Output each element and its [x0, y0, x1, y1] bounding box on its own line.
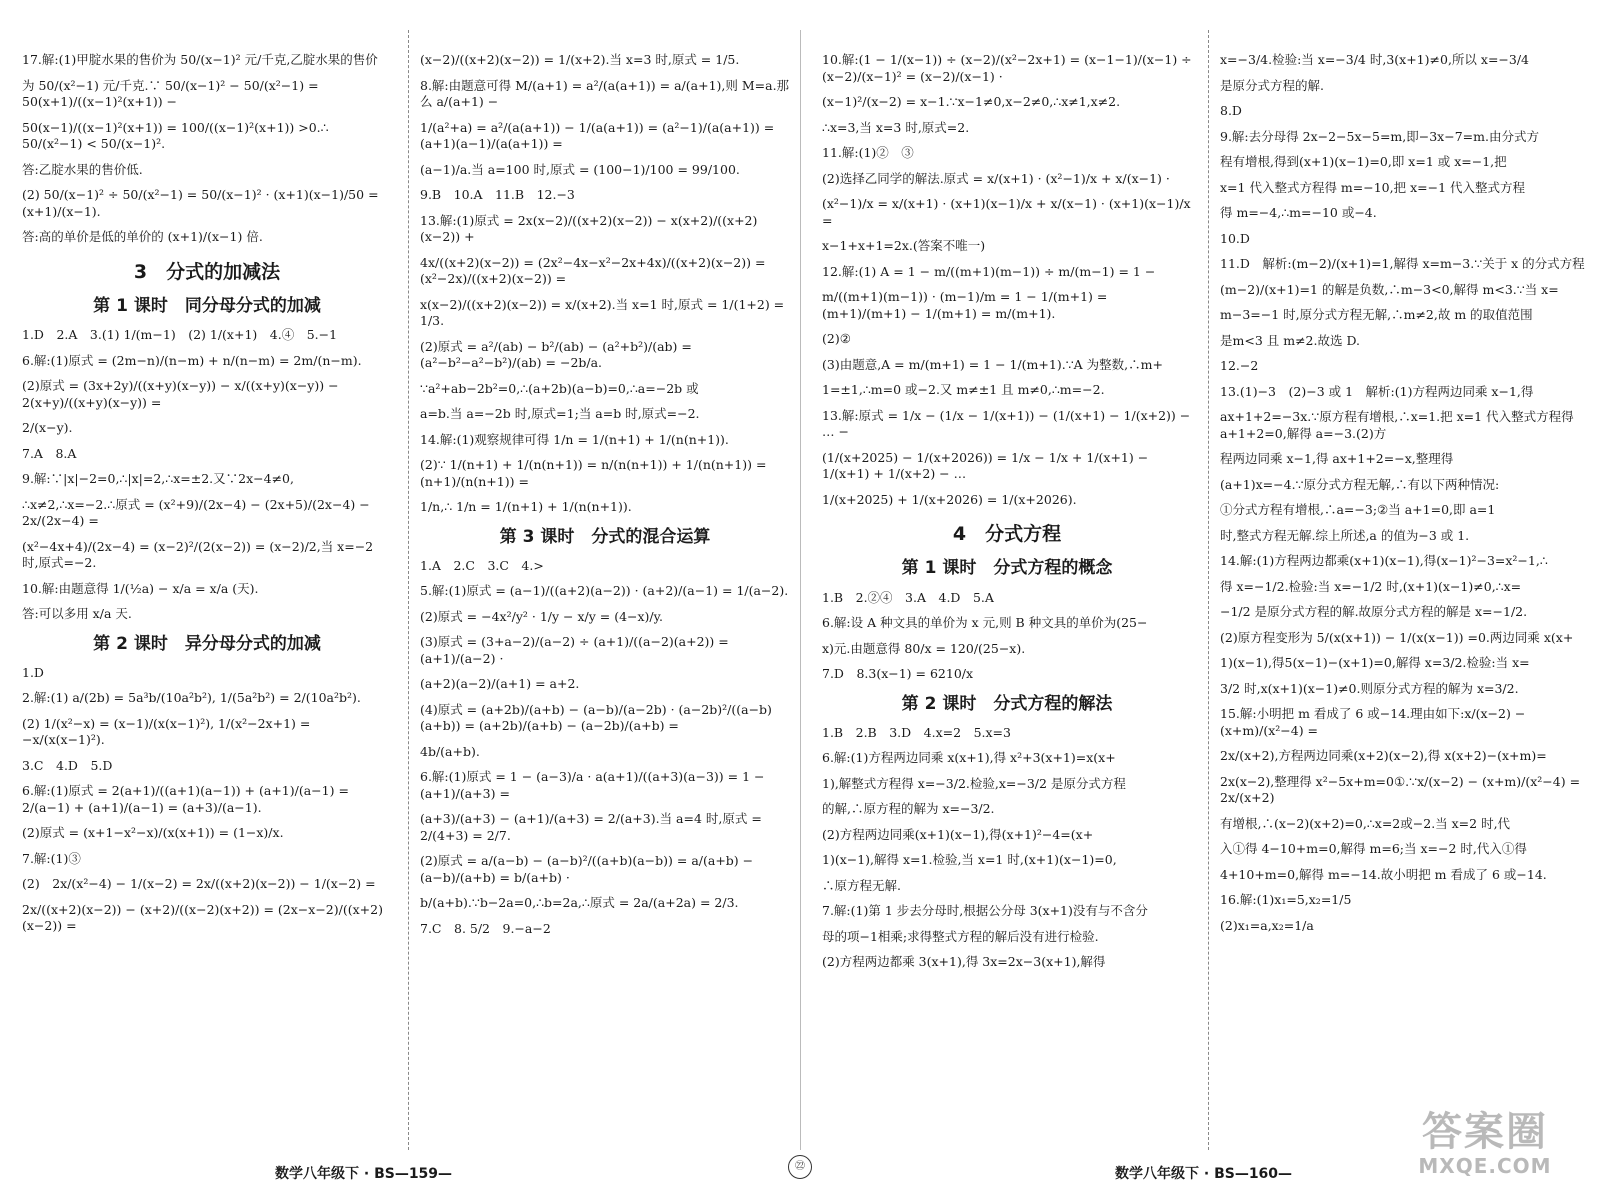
- section-title: 3 分式的加减法: [133, 260, 281, 283]
- answer-line: 1.B 2.②④ 3.A 4.D 5.A: [822, 589, 994, 605]
- answer-line: (2)x₁=a,x₂=1/a: [1220, 917, 1314, 933]
- answer-line: (a−1)/a.当 a=100 时,原式 = (100−1)/100 = 99/100.: [420, 161, 740, 177]
- answer-line: 程有增根,得到(x+1)(x−1)=0,即 x=1 或 x=−1,把: [1220, 154, 1507, 169]
- page-center-mark: ㉒: [788, 1155, 812, 1179]
- answer-line: (2)原式 = a/(a−b) − (a−b)²/((a+b)(a−b)) = a/(a+b) − (a−b)/(a+b) = b/(a+b) ·: [420, 853, 754, 885]
- answer-line: 是m<3 且 m≠2.故选 D.: [1220, 332, 1361, 348]
- answer-line: (x−2)/((x+2)(x−2)) = 1/(x+2).当 x=3 时,原式 = 1/5.: [420, 52, 740, 67]
- answer-line: 2x/((x+2)(x−2)) − (x+2)/((x−2)(x+2)) = (2x−x−2)/((x+2)(x−2)) =: [22, 901, 383, 934]
- answer-line: 6.解:(1)方程两边同乘 x(x+1),得 x²+3(x+1)=x(x+: [822, 750, 1116, 766]
- answer-line: 11.解:(1)② ③: [822, 145, 914, 160]
- answer-line: (2) 50/(x−1)² ÷ 50/(x²−1) = 50/(x−1)² · (x+1)(x−1)/50 = (x+1)/(x−1).: [22, 187, 379, 219]
- answer-line: 3/2 时,x(x+1)(x−1)≠0.则原分式方程的解为 x=3/2.: [1220, 680, 1519, 696]
- answer-line: 12.−2: [1220, 358, 1259, 373]
- answer-line: x(x−2)/((x+2)(x−2)) = x/(x+2).当 x=1 时,原式 = 1/(1+2) = 1/3.: [420, 296, 785, 328]
- section-title: 4 分式方程: [952, 523, 1062, 545]
- answer-line: 8.解:由题意可得 M/(a+1) = a²/(a(a+1)) = a/(a+1),则 M=a.那么 a/(a+1) −: [420, 77, 790, 109]
- answer-line: x=−3/4.检验:当 x=−3/4 时,3(x+1)≠0,所以 x=−3/4: [1220, 52, 1530, 67]
- answer-line: (2)∵ 1/(n+1) + 1/(n(n+1)) = n/(n(n+1)) + 1/(n(n+1)) = (n+1)/(n(n+1)) =: [420, 457, 767, 489]
- answer-line: (x²−4x+4)/(2x−4) = (x−2)²/(2(x−2)) = (x−2)/2,当 x=−2 时,原式=−2.: [22, 538, 374, 571]
- column-divider: [408, 30, 409, 1150]
- answer-line: 7.A 8.A: [22, 445, 77, 461]
- answer-line: b/(a+b).∵b−2a=0,∴b=2a,∴原式 = 2a/(a+2a) = 2/3.: [420, 895, 739, 911]
- answer-line: (2)原式 = a²/(ab) − b²/(ab) − (a²+b²)/(ab) = (a²−b²−a²−b²)/(ab) = −2b/a.: [420, 338, 692, 370]
- answer-line: 1.D 2.A 3.(1) 1/(m−1) (2) 1/(x+1) 4.④ 5.−1: [22, 327, 338, 343]
- answer-line: (2) 1/(x²−x) = (x−1)/(x(x−1)²), 1/(x²−2x+1) = −x/(x(x−1)²).: [22, 715, 311, 748]
- answer-line: 1/(x+2025) + 1/(x+2026) = 1/(x+2026).: [822, 491, 1077, 507]
- answer-line: 16.解:(1)x₁=5,x₂=1/5: [1220, 892, 1352, 907]
- lesson-title: 第 1 课时 分式方程的概念: [901, 558, 1113, 579]
- answer-line: (4)原式 = (a+2b)/(a+b) − (a−b)/(a−2b) · (a−2b)²/((a−b)(a+b)) = (a+2b)/(a+b) − (a−2b)/(a+b) =: [420, 701, 772, 734]
- lesson-title: 第 3 课时 分式的混合运算: [499, 526, 711, 547]
- answer-line: 3.C 4.D 5.D: [22, 757, 113, 773]
- answer-line: 4+10+m=0,解得 m=−14.故小明把 m 看成了 6 或−14.: [1220, 866, 1547, 882]
- answer-line: 2x(x−2),整理得 x²−5x+m=0①.∵x/(x−2) − (x+m)/(x²−4) = 2x/(x+2): [1220, 773, 1581, 805]
- answer-line: 1.A 2.C 3.C 4.>: [420, 557, 544, 573]
- answer-line: ∵a²+ab−2b²=0,∴(a+2b)(a−b)=0,∴a=−2b 或: [420, 380, 699, 396]
- lesson-title: 第 1 课时 同分母分式的加减: [93, 295, 321, 316]
- answer-line: 9.解:去分母得 2x−2−5x−5=m,即−3x−7=m.由分式方: [1220, 128, 1539, 144]
- answer-line: 10.D: [1220, 230, 1250, 246]
- answer-line: 母的项−1相乘;求得整式方程的解后没有进行检验.: [822, 928, 1099, 944]
- answer-line: 1),解整式方程得 x=−3/2.检验,x=−3/2 是原分式方程: [822, 775, 1126, 791]
- answer-line: 6.解:设 A 种文具的单价为 x 元,则 B 种文具的单价为(25−: [822, 615, 1148, 631]
- answer-line: 7.解:(1)③: [22, 850, 81, 866]
- answer-line: a=b.当 a=−2b 时,原式=1;当 a=b 时,原式=−2.: [420, 406, 700, 421]
- answer-line: ∴x≠2,∴x=−2.∴原式 = (x²+9)/(2x−4) − (2x+5)/(2x−4) − 2x/(2x−4) =: [22, 496, 370, 529]
- answer-line: 13.解:原式 = 1/x − (1/x − 1/(x+1)) − (1/(x+1) − 1/(x+2)) − … −: [822, 407, 1191, 439]
- answer-line: 的解,∴原方程的解为 x=−3/2.: [822, 801, 995, 817]
- answer-line: 1.B 2.B 3.D 4.x=2 5.x=3: [822, 724, 1011, 740]
- answer-line: 7.D 8.3(x−1) = 6210/x: [822, 666, 974, 682]
- answer-line: 8.D: [1220, 103, 1242, 118]
- answer-line: m/((m+1)(m−1)) · (m−1)/m = 1 − 1/(m+1) = (m+1)/(m+1) − 1/(m+1) = m/(m+1).: [822, 289, 1108, 321]
- answer-line: (x²−1)/x = x/(x+1) · (x+1)(x−1)/x + x/(x−1) · (x+1)(x−1)/x =: [822, 196, 1191, 228]
- answer-line: (m−2)/(x+1)=1 的解是负数,∴m−3<0,解得 m<3.∵当 x=: [1220, 281, 1559, 297]
- answer-line: 11.D 解析:(m−2)/(x+1)=1,解得 x=m−3.∵关于 x 的分式方程: [1220, 256, 1585, 271]
- answer-line: ∴x=3,当 x=3 时,原式=2.: [822, 119, 970, 135]
- answer-line: 1/(a²+a) = a²/(a(a+1)) − 1/(a(a+1)) = (a²−1)/(a(a+1)) = (a+1)(a−1)/(a(a+1)) =: [420, 119, 775, 151]
- answer-line: 10.解:(1 − 1/(x−1)) ÷ (x−2)/(x²−2x+1) = (x−1−1)/(x−1) ÷ (x−2)/(x−1)² = (x−2)/(x−1) ·: [822, 52, 1192, 84]
- answer-line: (2)原方程变形为 5/(x(x+1)) − 1/(x(x−1)) =0.两边同乘 x(x+: [1220, 629, 1574, 645]
- column-4: [1220, 52, 1590, 1137]
- answer-line: 17.解:(1)甲腚水果的售价为 50/(x−1)² 元/千克,乙腚水果的售价: [22, 52, 378, 67]
- answer-line: 1)(x−1),解得 x=1.检验,当 x=1 时,(x+1)(x−1)=0,: [822, 852, 1117, 868]
- column-3: [822, 52, 1192, 1137]
- answer-line: 12.解:(1) A = 1 − m/((m+1)(m−1)) ÷ m/(m−1) = 1 −: [822, 263, 1156, 279]
- page-footer-right: 数学八年级下 · BS—160—: [1115, 1166, 1293, 1182]
- column-2: [420, 52, 790, 1137]
- answer-line: (2)原式 = −4x²/y² · 1/y − x/y = (4−x)/y.: [420, 608, 664, 624]
- answer-line: (2)②: [822, 331, 851, 346]
- answer-line: (2)选择乙同学的解法.原式 = x/(x+1) · (x²−1)/x + x/(x−1) ·: [822, 170, 1170, 186]
- answer-line: 2.解:(1) a/(2b) = 5a³b/(10a²b²), 1/(5a²b²) = 2/(10a²b²).: [22, 690, 361, 706]
- answer-line: 入①得 4−10+m=0,解得 m=6;当 x=−2 时,代入①得: [1220, 841, 1527, 856]
- page-footer-left: 数学八年级下 · BS—159—: [275, 1166, 453, 1182]
- answer-line: 7.解:(1)第 1 步去分母时,根据公分母 3(x+1)没有与不含分: [822, 903, 1148, 919]
- answer-line: 得 x=−1/2.检验:当 x=−1/2 时,(x+1)(x−1)≠0,∴x=: [1220, 578, 1522, 594]
- answer-line: −1/2 是原分式方程的解.故原分式方程的解是 x=−1/2.: [1220, 604, 1528, 619]
- answer-line: (3)由题意,A = m/(m+1) = 1 − 1/(m+1).∵A 为整数,∴m+: [822, 356, 1163, 372]
- answer-line: 答:高的单价是低的单价的 (x+1)/(x−1) 倍.: [22, 229, 263, 244]
- answer-line: 2/(x−y).: [22, 420, 73, 436]
- answer-line: m−3=−1 时,原分式方程无解,∴m≠2,故 m 的取值范围: [1220, 307, 1533, 322]
- column-divider: [1208, 30, 1209, 1150]
- answer-line: ∴原方程无解.: [822, 877, 901, 893]
- answer-line: (2)原式 = (x+1−x²−x)/(x(x+1)) = (1−x)/x.: [22, 825, 284, 841]
- site-watermark: [1385, 1110, 1585, 1190]
- answer-line: 5.解:(1)原式 = (a−1)/((a+2)(a−2)) · (a+2)/(a−1) = 1/(a−2).: [420, 583, 789, 599]
- answer-line: 14.解:(1)观察规律可得 1/n = 1/(n+1) + 1/(n(n+1)).: [420, 431, 729, 447]
- answer-line: 14.解:(1)方程两边都乘(x+1)(x−1),得(x−1)²−3=x²−1,∴: [1220, 553, 1548, 568]
- answer-line: 4b/(a+b).: [420, 743, 480, 759]
- answer-line: 6.解:(1)原式 = 1 − (a−3)/a · a(a+1)/((a+3)(a−3)) = 1 − (a+1)/(a+3) =: [420, 769, 765, 801]
- answer-line: (2)方程两边都乘 3(x+1),得 3x=2x−3(x+1),解得: [822, 954, 1106, 970]
- answer-line: 10.解:由题意得 1/(½a) − x/a = x/a (天).: [22, 580, 259, 596]
- watermark-logo-text: 答案圈: [1422, 1109, 1548, 1155]
- answer-line: 6.解:(1)原式 = (2m−n)/(n−m) + n/(n−m) = 2m/(n−m).: [22, 352, 362, 368]
- answer-line: 有增根,∴(x−2)(x+2)=0,∴x=2或−2.当 x=2 时,代: [1220, 815, 1511, 831]
- answer-line: 是原分式方程的解.: [1220, 77, 1324, 93]
- watermark-url: MXQE.COM: [1418, 1154, 1552, 1178]
- answer-line: 程两边同乘 x−1,得 ax+1+2=−x,整理得: [1220, 451, 1454, 466]
- answer-line: 得 m=−4,∴m=−10 或−4.: [1220, 205, 1377, 220]
- answer-line: 13.(1)−3 (2)−3 或 1 解析:(1)方程两边同乘 x−1,得: [1220, 383, 1534, 399]
- answer-line: 50(x−1)/((x−1)²(x+1)) = 100/((x−1)²(x+1)) >0.∴ 50/(x²−1) < 50/(x−1)².: [22, 119, 329, 151]
- answer-line: x=1 代入整式方程得 m=−10,把 x=−1 代入整式方程: [1220, 179, 1525, 195]
- answer-line: x−1+x+1=2x.(答案不唯一): [822, 238, 986, 253]
- answer-line: 2x/(x+2),方程两边同乘(x+2)(x−2),得 x(x+2)−(x+m)=: [1220, 748, 1547, 763]
- column-1: [22, 52, 392, 1137]
- answer-line: 1)(x−1),得5(x−1)−(x+1)=0,解得 x=3/2.检验:当 x=: [1220, 655, 1530, 670]
- answer-line: (x−1)²/(x−2) = x−1.∵x−1≠0,x−2≠0,∴x≠1,x≠2.: [822, 94, 1121, 109]
- answer-line: 13.解:(1)原式 = 2x(x−2)/((x+2)(x−2)) − x(x+2)/((x+2)(x−2)) +: [420, 212, 758, 244]
- answer-line: (1/(x+2025) − 1/(x+2026)) = 1/x − 1/x + 1/(x+1) − 1/(x+1) + 1/(x+2) − …: [822, 449, 1149, 481]
- answer-line: 6.解:(1)原式 = 2(a+1)/((a+1)(a−1)) + (a+1)/(a−1) = 2/(a−1) + (a+1)/(a−1) = (a+3)/(a−1).: [22, 783, 349, 815]
- answer-line: (3)原式 = (3+a−2)/(a−2) ÷ (a+1)/((a−2)(a+2)) = (a+1)/(a−2) ·: [420, 634, 729, 666]
- answer-line: 1=±1,∴m=0 或−2.又 m≠±1 且 m≠0,∴m=−2.: [822, 382, 1105, 397]
- answer-line: (a+3)/(a+3) − (a+1)/(a+3) = 2/(a+3).当 a=4 时,原式 = 2/(4+3) = 2/7.: [420, 811, 762, 843]
- answer-line: (2)原式 = (3x+2y)/((x+y)(x−y)) − x/((x+y)(x−y)) − 2(x+y)/((x+y)(x−y)) =: [22, 378, 339, 410]
- answer-line: ax+1+2=−3x.∵原方程有增根,∴x=1.把 x=1 代入整式方程得 a+1+2=0,解得 a=−3.(2)方: [1220, 409, 1574, 441]
- answer-line: (2)方程两边同乘(x+1)(x−1),得(x+1)²−4=(x+: [822, 826, 1094, 842]
- answer-line: 1/n,∴ 1/n = 1/(n+1) + 1/(n(n+1)).: [420, 499, 632, 514]
- answer-line: 7.C 8. 5/2 9.−a−2: [420, 920, 551, 936]
- answer-line: 为 50/(x²−1) 元/千克.∵ 50/(x−1)² − 50/(x²−1) = 50(x+1)/((x−1)²(x+1)) −: [22, 77, 319, 109]
- answer-line: 时,整式方程无解.综上所述,a 的值为−3 或 1.: [1220, 527, 1470, 543]
- answer-line: (a+2)(a−2)/(a+1) = a+2.: [420, 676, 580, 692]
- lesson-title: 第 2 课时 分式方程的解法: [901, 693, 1113, 714]
- answer-line: 答:可以多用 x/a 天.: [22, 606, 132, 622]
- answer-line: 答:乙腚水果的售价低.: [22, 161, 143, 177]
- answer-line: (2) 2x/(x²−4) − 1/(x−2) = 2x/((x+2)(x−2)) − 1/(x−2) =: [22, 876, 376, 892]
- answer-line: 15.解:小明把 m 看成了 6 或−14.理由如下:x/(x−2) − (x+m)/(x²−4) =: [1220, 706, 1526, 738]
- answer-line: x)元.由题意得 80/x = 120/(25−x).: [822, 640, 1026, 656]
- answer-line: 9.解:∵|x|−2=0,∴|x|=2,∴x=±2.又∵2x−4≠0,: [22, 471, 294, 487]
- answer-line: ①分式方程有增根,∴a=−3;②当 a+1=0,即 a=1: [1220, 502, 1496, 517]
- answer-line: 1.D: [22, 664, 44, 680]
- lesson-title: 第 2 课时 异分母分式的加减: [93, 633, 321, 654]
- answer-line: 9.B 10.A 11.B 12.−3: [420, 187, 575, 202]
- answer-line: (a+1)x=−4.∵原分式方程无解,∴有以下两种情况:: [1220, 476, 1500, 492]
- page-spine-divider: [800, 30, 801, 1150]
- answer-line: 4x/((x+2)(x−2)) = (2x²−4x−x²−2x+4x)/((x+2)(x−2)) = (x²−2x)/((x+2)(x−2)) =: [420, 254, 766, 286]
